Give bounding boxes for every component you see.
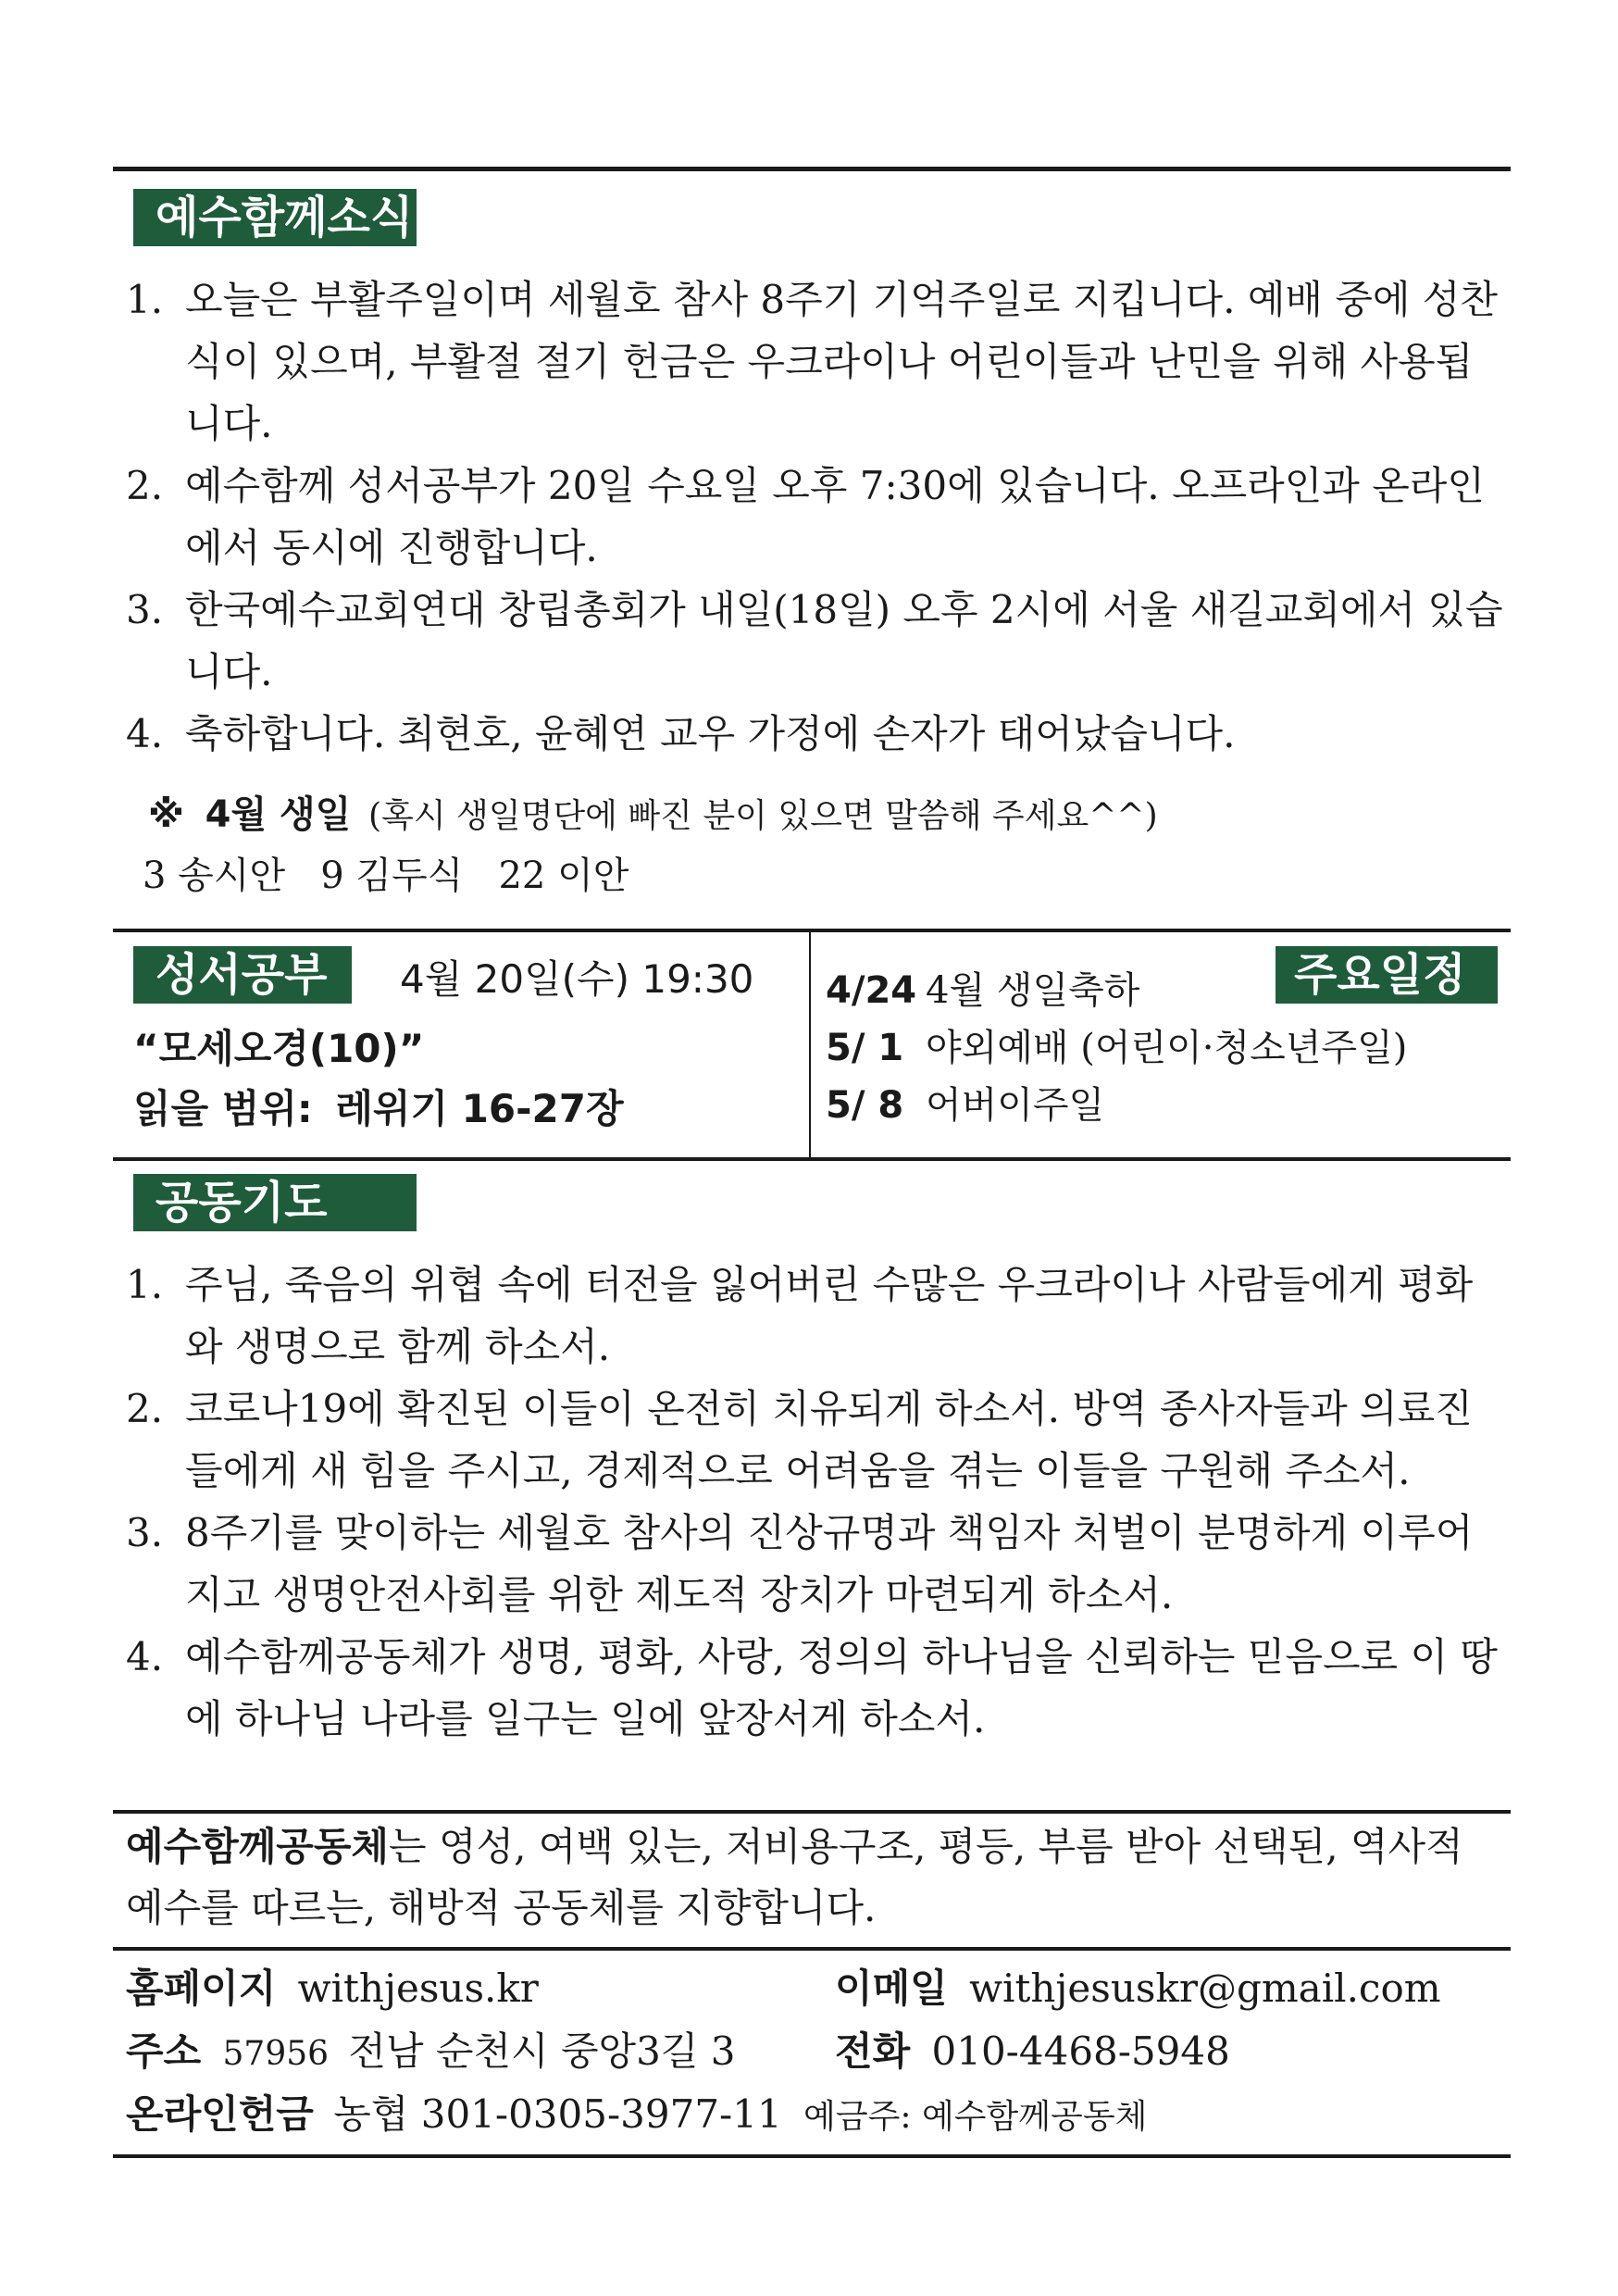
column-divider	[809, 930, 811, 1158]
reference-mark: ※	[148, 793, 184, 836]
address: 전남 순천시 중앙3길 3	[348, 2028, 736, 2074]
list-item: 2. 예수함께 성서공부가 20일 수요일 오후 7:30에 있습니다. 오프라인과 온라인에서 동시에 진행합니다.	[126, 463, 1485, 570]
schedule-event: 4월 생일축하	[926, 969, 1140, 1012]
phone-row	[835, 2024, 1230, 2079]
list-item: 2. 코로나19에 확진된 이들이 온전히 치유되게 하소서. 방역 종사자들과 의료진들에게 새 힘을 주시고, 경제적으로 어려움을 겪는 이들을 구원해 주소서.	[126, 1386, 1473, 1493]
birthday-note: (혹시 생일명단에 빠진 분이 있으면 말씀해 주세요^^)	[368, 797, 1158, 835]
schedule-event: 어버이주일	[926, 1084, 1105, 1127]
study-datetime: 4월 20일(수) 19:30	[400, 956, 754, 1002]
study-range-label: 읽을 범위:	[133, 1086, 313, 1131]
offering-row	[126, 2087, 1147, 2145]
address-row	[126, 2024, 735, 2082]
divider	[113, 1157, 1511, 1161]
phone-label: 전화	[835, 2028, 911, 2074]
divider	[113, 1947, 1511, 1951]
community-name: 예수함께공동체	[126, 1824, 390, 1869]
mission-statement	[126, 1816, 1505, 1939]
homepage-link[interactable]: withjesus.kr	[297, 1965, 539, 2011]
birthday-list: 3 송시안 9 김두식 22 이안	[143, 855, 629, 897]
homepage-row	[126, 1961, 539, 2016]
schedule-date: 5/ 8	[826, 1084, 904, 1127]
bottom-divider	[113, 2154, 1511, 2158]
schedule-date: 5/ 1	[826, 1027, 904, 1069]
address-label: 주소	[126, 2028, 202, 2074]
mission-text: 는 영성, 여백 있는, 저비용구조, 평등, 부름 받아 선택된, 역사적 예수를 따르는, 해방적 공동체를 지향합니다.	[126, 1824, 1463, 1930]
list-item: 4. 예수함께공동체가 생명, 평화, 사랑, 정의의 하나님을 신뢰하는 믿음으로 이 땅에 하나님 나라를 일구는 일에 앞장서게 하소서.	[126, 1634, 1498, 1741]
schedule-item	[826, 1079, 1104, 1131]
bank-account: 농협 301-0305-3977-11	[333, 2091, 782, 2137]
email-label: 이메일	[835, 1965, 948, 2011]
schedule-tag: 주요일정	[1276, 946, 1498, 1004]
email-row	[835, 1961, 1441, 2016]
offering-label: 온라인헌금	[126, 2091, 314, 2137]
homepage-label: 홈페이지	[126, 1965, 277, 2011]
postcode: 57956	[222, 2035, 330, 2073]
schedule-event: 야외예배 (어린이·청소년주일)	[926, 1027, 1408, 1069]
study-title: “모세오경(10)”	[133, 1026, 425, 1071]
birthday-title: 4월 생일	[205, 793, 352, 836]
birthday-heading	[148, 789, 1158, 842]
list-item: 1. 오늘은 부활주일이며 세월호 참사 8주기 기억주일로 지킵니다. 예배 중에 성찬식이 있으며, 부활절 절기 헌금은 우크라이나 어린이들과 난민을 위해 사용됩니다.	[126, 277, 1498, 446]
study-range-value: 레위기 16-27장	[335, 1086, 624, 1131]
list-item: 3. 8주기를 맞이하는 세월호 참사의 진상규명과 책임자 처벌이 분명하게 이루어지고 생명안전사회를 위한 제도적 장치가 마련되게 하소서.	[126, 1510, 1474, 1617]
list-item: 4. 축하합니다. 최현호, 윤혜연 교우 가정에 손자가 태어났습니다.	[126, 711, 1236, 756]
schedule-item	[826, 965, 1139, 1017]
prayer-tag: 공동기도	[133, 1174, 417, 1231]
email-link[interactable]: withjesuskr@gmail.com	[969, 1965, 1441, 2011]
news-tag: 예수함께소식	[133, 189, 417, 246]
phone-number: 010-4468-5948	[931, 2028, 1230, 2074]
list-item: 3. 한국예수교회연대 창립총회가 내일(18일) 오후 2시에 서울 새길교회에서 있습니다.	[126, 587, 1503, 694]
study-tag: 성서공부	[133, 946, 352, 1004]
account-holder: 예금주: 예수함께공동체	[803, 2098, 1148, 2136]
study-range	[133, 1083, 624, 1135]
divider	[113, 929, 1511, 932]
schedule-item	[826, 1022, 1407, 1074]
divider	[113, 1810, 1511, 1814]
prayer-list	[126, 1254, 1505, 1750]
top-divider	[113, 167, 1511, 171]
schedule-date: 4/24	[826, 969, 917, 1012]
list-item: 1. 주님, 죽음의 위협 속에 터전을 잃어버린 수많은 우크라이나 사람들에게 평화와 생명으로 함께 하소서.	[126, 1262, 1474, 1369]
news-list	[126, 268, 1505, 765]
